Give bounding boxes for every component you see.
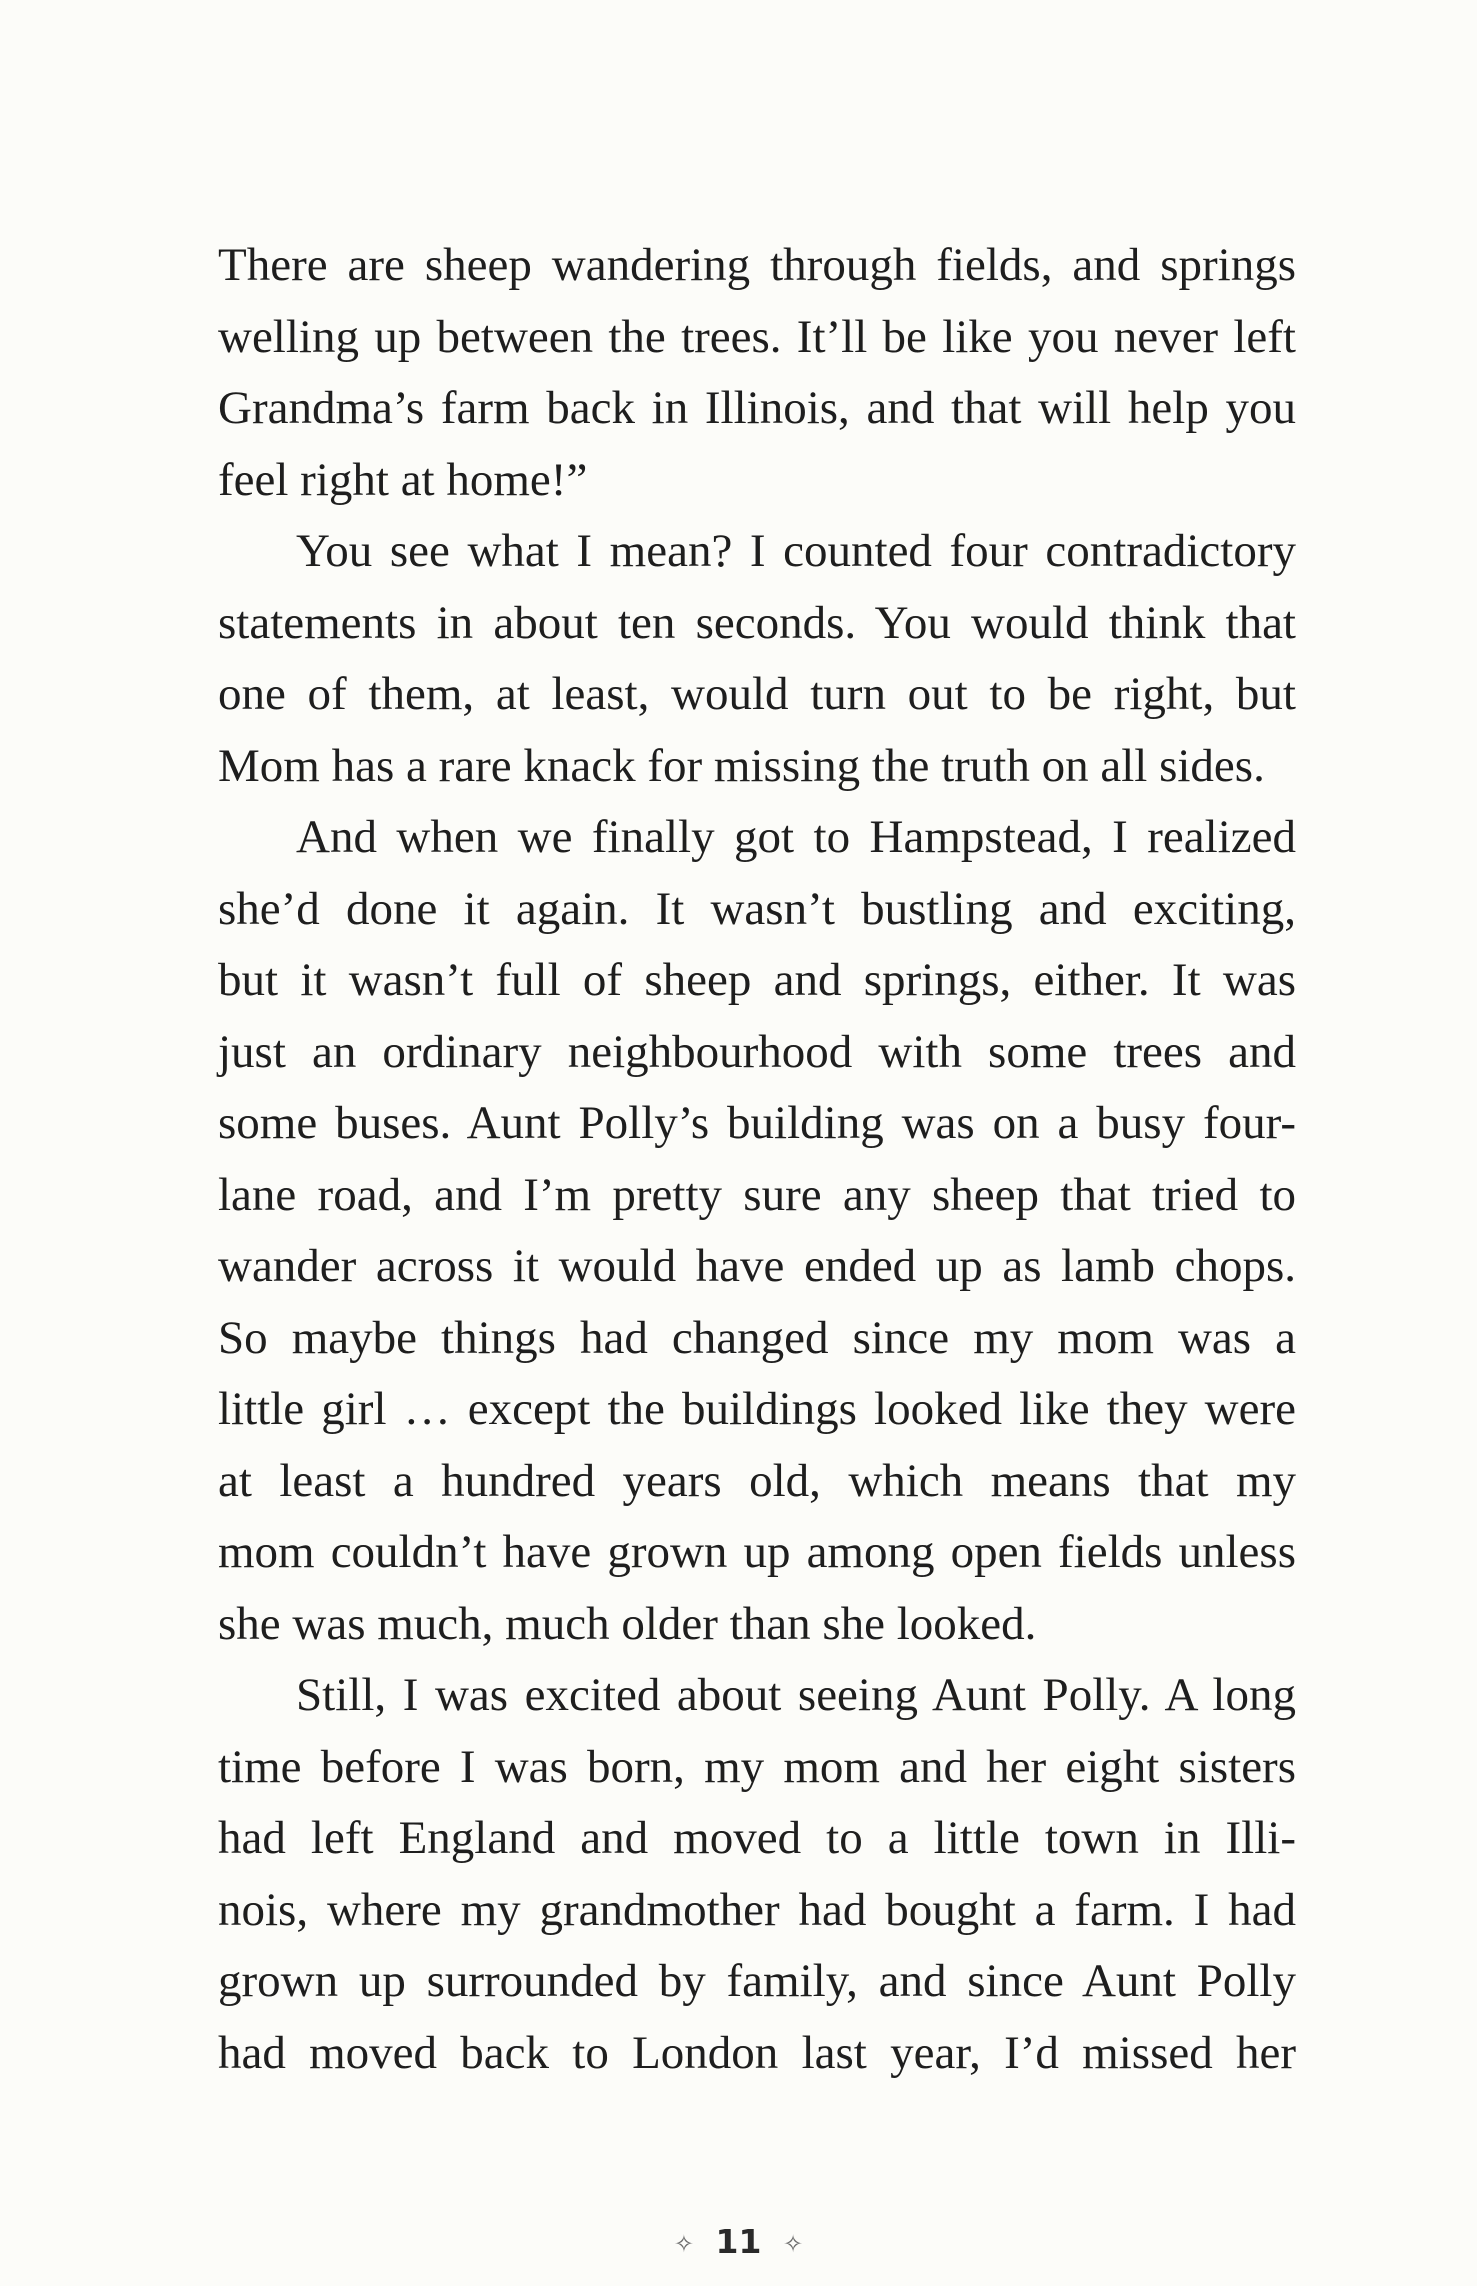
text-line: time before I was born, my mom and her eight sisters [218, 1740, 1296, 1793]
text-line: had moved back to London last year, I’d missed her [218, 2026, 1296, 2079]
paragraph [218, 802, 1296, 1660]
text-line: nois, where my grandmother had bought a farm. I had [218, 1883, 1296, 1936]
text-line: she was much, much older than she looked. [218, 1597, 1037, 1650]
paragraph [218, 516, 1296, 802]
text-line: Still, I was excited about seeing Aunt Polly. A long [296, 1669, 1296, 1721]
text-line: had left England and moved to a little town in Illi- [218, 1812, 1296, 1864]
text-line: welling up between the trees. It’ll be like you never left [218, 310, 1296, 363]
page-number: 11 [715, 2222, 762, 2261]
text-line: wander across it would have ended up as lamb chops. [218, 1240, 1296, 1292]
left-ornament-icon: ✧ [673, 2229, 695, 2258]
text-line: some buses. Aunt Polly’s building was on a busy four- [218, 1097, 1296, 1149]
page-folio [0, 2222, 1477, 2261]
text-line: feel right at home!” [218, 453, 588, 506]
paragraph [218, 230, 1296, 516]
text-line: And when we finally got to Hampstead, I realized [296, 811, 1296, 863]
right-ornament-icon: ✧ [782, 2229, 804, 2258]
text-line: statements in about ten seconds. You would think that [218, 596, 1296, 649]
text-line: one of them, at least, would turn out to be right, but [218, 668, 1296, 720]
text-line: lane road, and I’m pretty sure any sheep that tried to [218, 1168, 1296, 1221]
text-line: she’d done it again. It wasn’t bustling and exciting, [218, 882, 1296, 935]
text-line: Grandma’s farm back in Illinois, and that will help you [218, 382, 1296, 434]
text-line: There are sheep wandering through fields, and springs [218, 239, 1296, 291]
paragraph [218, 1660, 1296, 2089]
text-line: little girl … except the buildings looked like they were [218, 1383, 1296, 1435]
text-line: Mom has a rare knack for missing the truth on all sides. [218, 739, 1265, 792]
text-line: You see what I mean? I counted four contradictory [296, 525, 1296, 577]
body-text [218, 230, 1296, 2089]
text-line: So maybe things had changed since my mom was a [218, 1311, 1296, 1364]
text-line: mom couldn’t have grown up among open fields unless [218, 1526, 1296, 1578]
text-line: just an ordinary neighbourhood with some trees and [218, 1025, 1296, 1078]
text-line: at least a hundred years old, which means that my [218, 1454, 1296, 1507]
text-line: but it wasn’t full of sheep and springs, either. It was [218, 954, 1296, 1006]
text-line: grown up surrounded by family, and since Aunt Polly [218, 1955, 1296, 2007]
